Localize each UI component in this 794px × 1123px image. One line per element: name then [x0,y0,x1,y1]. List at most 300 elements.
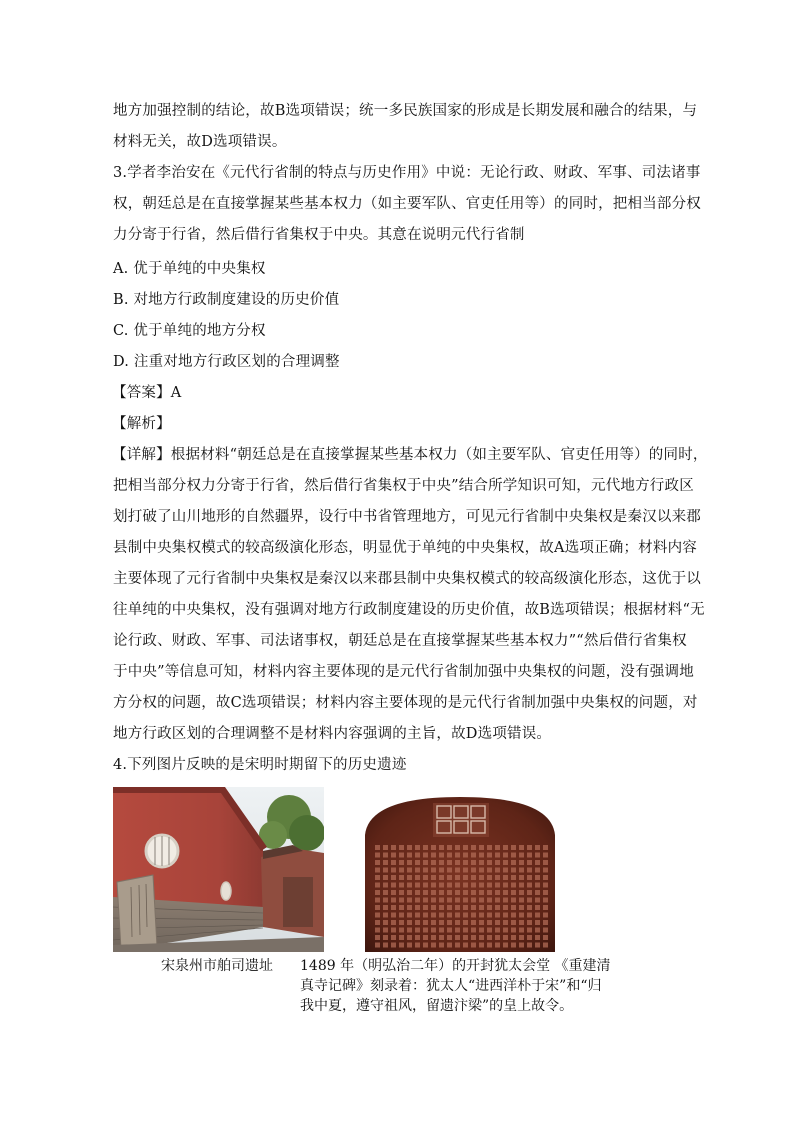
inscription-glyph [487,943,492,948]
inscription-glyph [447,898,452,903]
inscription-glyph [535,883,540,888]
inscription-glyph [519,943,524,948]
inscription-glyph [415,905,420,910]
inscription-glyph [519,860,524,865]
inscription-glyph [407,868,412,873]
inscription-glyph [471,868,476,873]
inscription-glyph [383,845,388,850]
inscription-glyph [415,845,420,850]
inscription-glyph [487,875,492,880]
inscription-glyph [399,928,404,933]
inscription-glyph [431,883,436,888]
inscription-glyph [391,943,396,948]
inscription-glyph [527,920,532,925]
inscription-glyph [439,883,444,888]
paragraph-line-1: 地方加强控制的结论，故B选项错误；统一多民族国家的形成是长期发展和融合的结果，与 [113,103,698,119]
inscription-glyph [479,935,484,940]
inscription-glyph [439,860,444,865]
inscription-glyph [375,853,380,858]
inscription-glyph [375,860,380,865]
inscription-glyph [391,898,396,903]
inscription-glyph [383,943,388,948]
inscription-glyph [463,883,468,888]
inscription-glyph [391,935,396,940]
inscription-glyph [487,868,492,873]
inscription-glyph [463,913,468,918]
inscription-glyph [479,943,484,948]
inscription-glyph [439,868,444,873]
inscription-glyph [383,853,388,858]
inscription-glyph [487,935,492,940]
inscription-glyph [519,868,524,873]
inscription-glyph [415,935,420,940]
inscription-glyph [495,913,500,918]
inscription-glyph [463,868,468,873]
inscription-glyph [383,883,388,888]
inscription-glyph [535,928,540,933]
inscription-glyph [391,890,396,895]
inscription-glyph [527,883,532,888]
inscription-glyph [415,920,420,925]
inscription-glyph [479,898,484,903]
inscription-glyph [463,920,468,925]
inscription-glyph [423,905,428,910]
inscription-glyph [375,875,380,880]
analysis-line-10: 地方行政区划的合理调整不是材料内容强调的主旨，故D选项错误。 [113,726,552,742]
inscription-glyph [535,868,540,873]
inscription-glyph [399,875,404,880]
inscription-glyph [439,898,444,903]
inscription-glyph [439,920,444,925]
inscription-glyph [455,920,460,925]
inscription-glyph [431,860,436,865]
inscription-glyph [391,913,396,918]
inscription-glyph [455,898,460,903]
inscription-glyph [463,860,468,865]
inscription-glyph [527,875,532,880]
inscription-glyph [519,853,524,858]
inscription-glyph [495,905,500,910]
inscription-glyph [527,898,532,903]
inscription-glyph [519,898,524,903]
inscription-glyph [415,883,420,888]
analysis-line-8: 于中央”等信息可知，材料内容主要体现的是元代行省制加强中央集权的问题，没有强调地 [113,664,694,680]
inscription-glyph [519,920,524,925]
inscription-glyph [439,905,444,910]
inscription-glyph [399,853,404,858]
inscription-glyph [495,935,500,940]
inscription-glyph [423,860,428,865]
inscription-glyph [543,875,548,880]
inscription-glyph [487,898,492,903]
analysis-line-9: 方分权的问题，故C选项错误；材料内容主要体现的是元代行省制加强中央集权的问题，对 [113,695,698,711]
question-3-stem-line-2: 权，朝廷总是在直接掌握某些基本权力（如主要军队、官吏任用等）的同时，把相当部分权 [113,196,701,212]
inscription-glyph [535,890,540,895]
question-4-stem: 4.下列图片反映的是宋明时期留下的历史遗迹 [113,757,407,773]
inscription-glyph [399,905,404,910]
caption-right-line-3: 我中夏，遵守祖风，留遗汴梁”的皇上故令。 [300,998,574,1014]
inscription-glyph [431,898,436,903]
inscription-glyph [463,943,468,948]
analysis-line-2: 把相当部分权力分寄于行省，然后借行省集权于中央”结合所学知识可知，元代地方行政区 [113,478,694,494]
inscription-glyph [391,928,396,933]
inscription-glyph [447,913,452,918]
inscription-glyph [415,875,420,880]
inscription-glyph [527,860,532,865]
inscription-glyph [431,853,436,858]
inscription-glyph [503,898,508,903]
question-3-stem-line-3: 力分寄于行省，然后借行省集权于中央。其意在说明元代行省制 [113,227,525,243]
inscription-glyph [455,883,460,888]
inscription-glyph [375,868,380,873]
inscription-glyph [423,935,428,940]
inscription-glyph [399,845,404,850]
inscription-glyph [527,935,532,940]
inscription-glyph [535,920,540,925]
inscription-glyph [519,913,524,918]
inscription-glyph [543,845,548,850]
inscription-glyph [447,935,452,940]
inscription-glyph [495,920,500,925]
inscription-glyph [439,853,444,858]
inscription-glyph [471,845,476,850]
inscription-glyph [495,860,500,865]
inscription-glyph [455,943,460,948]
inscription-glyph [439,943,444,948]
inscription-glyph [495,875,500,880]
inscription-glyph [415,853,420,858]
inscription-glyph [455,853,460,858]
inscription-glyph [447,845,452,850]
inscription-glyph [375,943,380,948]
inscription-glyph [511,913,516,918]
inscription-glyph [399,943,404,948]
inscription-glyph [527,845,532,850]
inscription-glyph [383,868,388,873]
inscription-glyph [463,845,468,850]
inscription-glyph [423,845,428,850]
inscription-glyph [543,860,548,865]
inscription-glyph [463,935,468,940]
inscription-glyph [471,920,476,925]
inscription-glyph [535,845,540,850]
inscription-glyph [503,920,508,925]
inscription-glyph [439,845,444,850]
inscription-glyph [431,920,436,925]
inscription-glyph [479,928,484,933]
inscription-glyph [391,860,396,865]
inscription-glyph [375,845,380,850]
inscription-glyph [527,913,532,918]
inscription-glyph [455,913,460,918]
inscription-glyph [471,935,476,940]
inscription-glyph [407,853,412,858]
inscription-glyph [487,920,492,925]
inscription-glyph [423,913,428,918]
inscription-glyph [375,928,380,933]
inscription-glyph [423,875,428,880]
inscription-glyph [479,875,484,880]
inscription-glyph [423,898,428,903]
inscription-glyph [503,853,508,858]
inscription-glyph [423,853,428,858]
inscription-glyph [415,928,420,933]
inscription-glyph [407,913,412,918]
inscription-glyph [447,905,452,910]
inscription-glyph [415,913,420,918]
quanzhou-site-photo [113,787,324,952]
analysis-line-4: 县制中央集权模式的较高级演化形态，明显优于单纯的中央集权，故A选项正确；材料内容 [113,540,697,556]
inscription-glyph [535,853,540,858]
inscription-glyph [399,890,404,895]
inscription-glyph [479,860,484,865]
inscription-glyph [391,845,396,850]
inscription-glyph [423,868,428,873]
analysis-line-6: 往单纯的中央集权，没有强调对地方行政制度建设的历史价值，故B选项错误；根据材料“无 [113,602,705,618]
inscription-glyph [519,883,524,888]
inscription-glyph [519,935,524,940]
inscription-glyph [383,898,388,903]
inscription-glyph [407,943,412,948]
inscription-glyph [503,905,508,910]
inscription-glyph [487,845,492,850]
inscription-glyph [503,913,508,918]
option-b: B. 对地方行政制度建设的历史价值 [113,292,340,308]
inscription-glyph [439,928,444,933]
inscription-glyph [511,890,516,895]
inscription-glyph [479,883,484,888]
inscription-glyph [479,868,484,873]
inscription-glyph [415,943,420,948]
analysis-line-5: 主要体现了元行省制中央集权是秦汉以来郡县制中央集权模式的较高级演化形态，这优于以 [113,571,701,587]
inscription-glyph [503,943,508,948]
inscription-glyph [519,928,524,933]
inscription-glyph [463,928,468,933]
inscription-glyph [527,868,532,873]
inscription-glyph [471,905,476,910]
inscription-glyph [503,935,508,940]
inscription-glyph [543,890,548,895]
inscription-glyph [399,935,404,940]
inscription-glyph [375,890,380,895]
inscription-glyph [415,860,420,865]
inscription-glyph [503,890,508,895]
inscription-glyph [527,853,532,858]
inscription-glyph [471,943,476,948]
inscription-glyph [431,928,436,933]
inscription-glyph [431,935,436,940]
inscription-glyph [511,860,516,865]
inscription-glyph [495,928,500,933]
inscription-glyph [511,943,516,948]
inscription-glyph [487,853,492,858]
inscription-glyph [471,883,476,888]
inscription-glyph [471,898,476,903]
caption-right-line-2: 真寺记碑》刻录着：犹太人“进西洋朴于宋”和“归 [300,978,602,994]
inscription-glyph [487,928,492,933]
inscription-glyph [519,905,524,910]
analysis-line-1: 【详解】根据材料“朝廷总是在直接掌握某些基本权力（如主要军队、官吏任用等）的同时， [112,447,708,463]
inscription-glyph [543,868,548,873]
analysis-line-3: 划打破了山川地形的自然疆界，设行中书省管理地方，可见元行省制中央集权是秦汉以来郡 [113,509,701,525]
inscription-glyph [535,860,540,865]
inscription-glyph [503,875,508,880]
inscription-glyph [407,920,412,925]
inscription-glyph [423,883,428,888]
inscription-glyph [407,860,412,865]
inscription-glyph [471,928,476,933]
inscription-glyph [463,875,468,880]
inscription-glyph [407,898,412,903]
inscription-glyph [535,905,540,910]
inscription-glyph [383,928,388,933]
inscription-glyph [511,845,516,850]
inscription-glyph [391,905,396,910]
inscription-glyph [431,875,436,880]
inscription-glyph [423,920,428,925]
inscription-glyph [439,913,444,918]
inscription-glyph [407,890,412,895]
inscription-glyph [503,928,508,933]
inscription-glyph [471,875,476,880]
inscription-glyph [439,935,444,940]
inscription-glyph [463,890,468,895]
caption-left: 宋泉州市舶司遗址 [161,958,273,974]
inscription-glyph [543,935,548,940]
inscription-glyph [535,935,540,940]
inscription-glyph [375,905,380,910]
caption-right-line-1: 1489 年（明弘治二年）的开封犹太会堂 《重建清 [300,958,611,974]
inscription-glyph [527,928,532,933]
inscription-glyph [487,890,492,895]
inscription-glyph [511,853,516,858]
inscription-glyph [407,845,412,850]
inscription-glyph [535,943,540,948]
inscription-glyph [383,905,388,910]
inscription-glyph [383,875,388,880]
option-d: D. 注重对地方行政区划的合理调整 [113,354,340,370]
inscription-glyph [399,860,404,865]
inscription-glyph [535,875,540,880]
inscription-glyph [495,883,500,888]
inscription-glyph [391,853,396,858]
inscription-glyph [511,928,516,933]
inscription-glyph [487,883,492,888]
paragraph-line-2: 材料无关，故D选项错误。 [113,134,287,150]
inscription-glyph [543,898,548,903]
inscription-glyph [399,868,404,873]
inscription-glyph [487,860,492,865]
inscription-glyph [447,868,452,873]
inscription-glyph [383,913,388,918]
inscription-glyph [543,883,548,888]
inscription-glyph [455,845,460,850]
inscription-glyph [527,890,532,895]
inscription-glyph [455,875,460,880]
inscription-glyph [431,845,436,850]
inscription-glyph [399,920,404,925]
option-a: A. 优于单纯的中央集权 [113,261,266,277]
inscription-glyph [391,920,396,925]
inscription-glyph [511,883,516,888]
inscription-glyph [543,943,548,948]
inscription-glyph [447,875,452,880]
inscription-glyph [447,860,452,865]
inscription-glyph [511,905,516,910]
inscription-glyph [447,883,452,888]
inscription-glyph [431,943,436,948]
inscription-glyph [543,920,548,925]
inscription-glyph [375,935,380,940]
inscription-glyph [495,898,500,903]
inscription-glyph [495,853,500,858]
inscription-glyph [479,920,484,925]
inscription-glyph [543,913,548,918]
inscription-glyph [503,845,508,850]
inscription-glyph [455,868,460,873]
inscription-glyph [407,883,412,888]
inscription-glyph [423,943,428,948]
inscription-glyph [511,898,516,903]
inscription-glyph [543,928,548,933]
inscription-glyph [503,883,508,888]
inscription-glyph [479,845,484,850]
inscription-glyph [447,853,452,858]
inscription-glyph [407,905,412,910]
inscription-glyph [439,890,444,895]
inscription-glyph [391,868,396,873]
analysis-line-7: 论行政、财政、军事、司法诸事权，朝廷总是在直接掌握某些基本权力”“然后借行省集权 [113,633,687,649]
inscription-glyph [399,883,404,888]
inscription-glyph [423,890,428,895]
inscription-glyph [503,868,508,873]
inscription-glyph [519,890,524,895]
inscription-glyph [471,913,476,918]
inscription-glyph [415,890,420,895]
inscription-glyph [439,875,444,880]
inscription-glyph [455,928,460,933]
inscription-glyph [471,853,476,858]
inscription-glyph [375,913,380,918]
inscription-glyph [511,868,516,873]
inscription-glyph [455,935,460,940]
inscription-glyph [383,890,388,895]
inscription-glyph [447,890,452,895]
inscription-glyph [415,868,420,873]
inscription-glyph [471,860,476,865]
inscription-glyph [407,928,412,933]
inscription-glyph [511,875,516,880]
inscription-glyph [383,935,388,940]
inscription-glyph [399,913,404,918]
inscription-glyph [487,905,492,910]
inscription-glyph [503,860,508,865]
inscription-glyph [455,890,460,895]
inscription-glyph [471,890,476,895]
inscription-glyph [519,875,524,880]
inscription-glyph [447,943,452,948]
inscription-glyph [407,875,412,880]
inscription-glyph [375,920,380,925]
inscription-glyph [423,928,428,933]
inscription-glyph [431,905,436,910]
inscription-glyph [479,890,484,895]
inscription-glyph [431,890,436,895]
inscription-glyph [543,853,548,858]
inscription-glyph [527,943,532,948]
inscription-glyph [511,920,516,925]
inscription-glyph [383,920,388,925]
